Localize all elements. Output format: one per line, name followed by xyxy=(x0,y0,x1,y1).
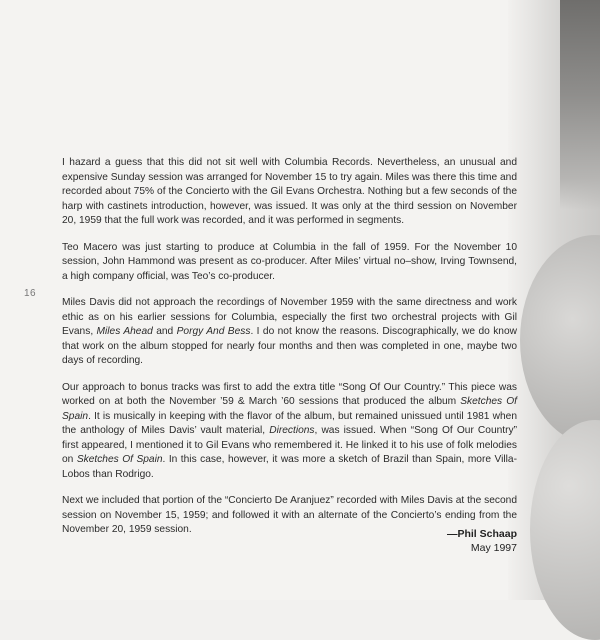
album-title: Sketches Of Spain xyxy=(62,396,517,422)
album-title: Porgy And Bess xyxy=(176,326,251,337)
paragraph-4: Our approach to bonus tracks was first to add the extra title “Song Of Our Country.” This piece was worked on at both the November ’59 & March ’60 sessions that produced the album Sketches Of Spain. It is musically in keeping with the flavor of the album, but remained unissued until 1981 when the anthology of Miles Davis’ vault material, Directions, was issued. When “Song Of Our Country” first appeared, I mentioned it to Gil Evans who remembered it. He linked it to his use of folk melodies on Sketches Of Spain. In this case, however, it was more a sketch of Brazil than Spain, more Villa-Lobos than Rodrigo. xyxy=(62,381,517,480)
paragraph-3: Miles Davis did not approach the recordings of November 1959 with the same directness and work ethic as on his earlier sessions for Columbia, especially the first two orchestral projects with Gil Evans, Miles Ahead and Porgy And Bess. I do not know the reasons. Discographically, we do know that work on the album stopped for nearly four months and then was completed in one, maybe two days of recording. xyxy=(62,297,517,366)
author-name: —Phil Schaap xyxy=(446,528,517,540)
photo-shadow xyxy=(560,0,600,210)
author-signature xyxy=(447,527,517,555)
signature-date: May 1997 xyxy=(470,542,517,554)
photo-highlight-upper xyxy=(520,235,600,445)
photo-highlight-lower xyxy=(530,420,600,640)
album-title: Miles Ahead xyxy=(96,326,153,337)
page-number: 16 xyxy=(24,288,37,299)
album-title: Sketches Of Spain xyxy=(76,454,163,465)
photo-strip-image xyxy=(508,0,600,600)
paragraph-5: Next we included that portion of the “Concierto De Aranjuez” recorded with Miles Davis at the second session on November 15, 1959; and followed it with an alternate of the Concierto’s ending from the November 20, 1959 session. xyxy=(62,495,517,535)
paragraph-1: I hazard a guess that this did not sit well with Columbia Records. Nevertheless, an unusual and expensive Sunday session was arranged for November 15 to try again. Miles was there this time and recorded about 75% of the Concierto with the Gil Evans Orchestra. Nothing but a few seconds of the harp with castinets introduction, however, was issued. It was only at the third session on November 20, 1959 that the full work was recorded, and it was performed in segments. xyxy=(62,157,517,226)
liner-notes-text xyxy=(62,156,517,550)
album-title: Directions xyxy=(269,425,315,436)
paragraph-2: Teo Macero was just starting to produce at Columbia in the fall of 1959. For the November 10 session, John Hammond was present as co-producer. After Miles’ virtual no–show, Irving Townsend, a high company official, was Teo’s co-producer. xyxy=(62,241,517,282)
